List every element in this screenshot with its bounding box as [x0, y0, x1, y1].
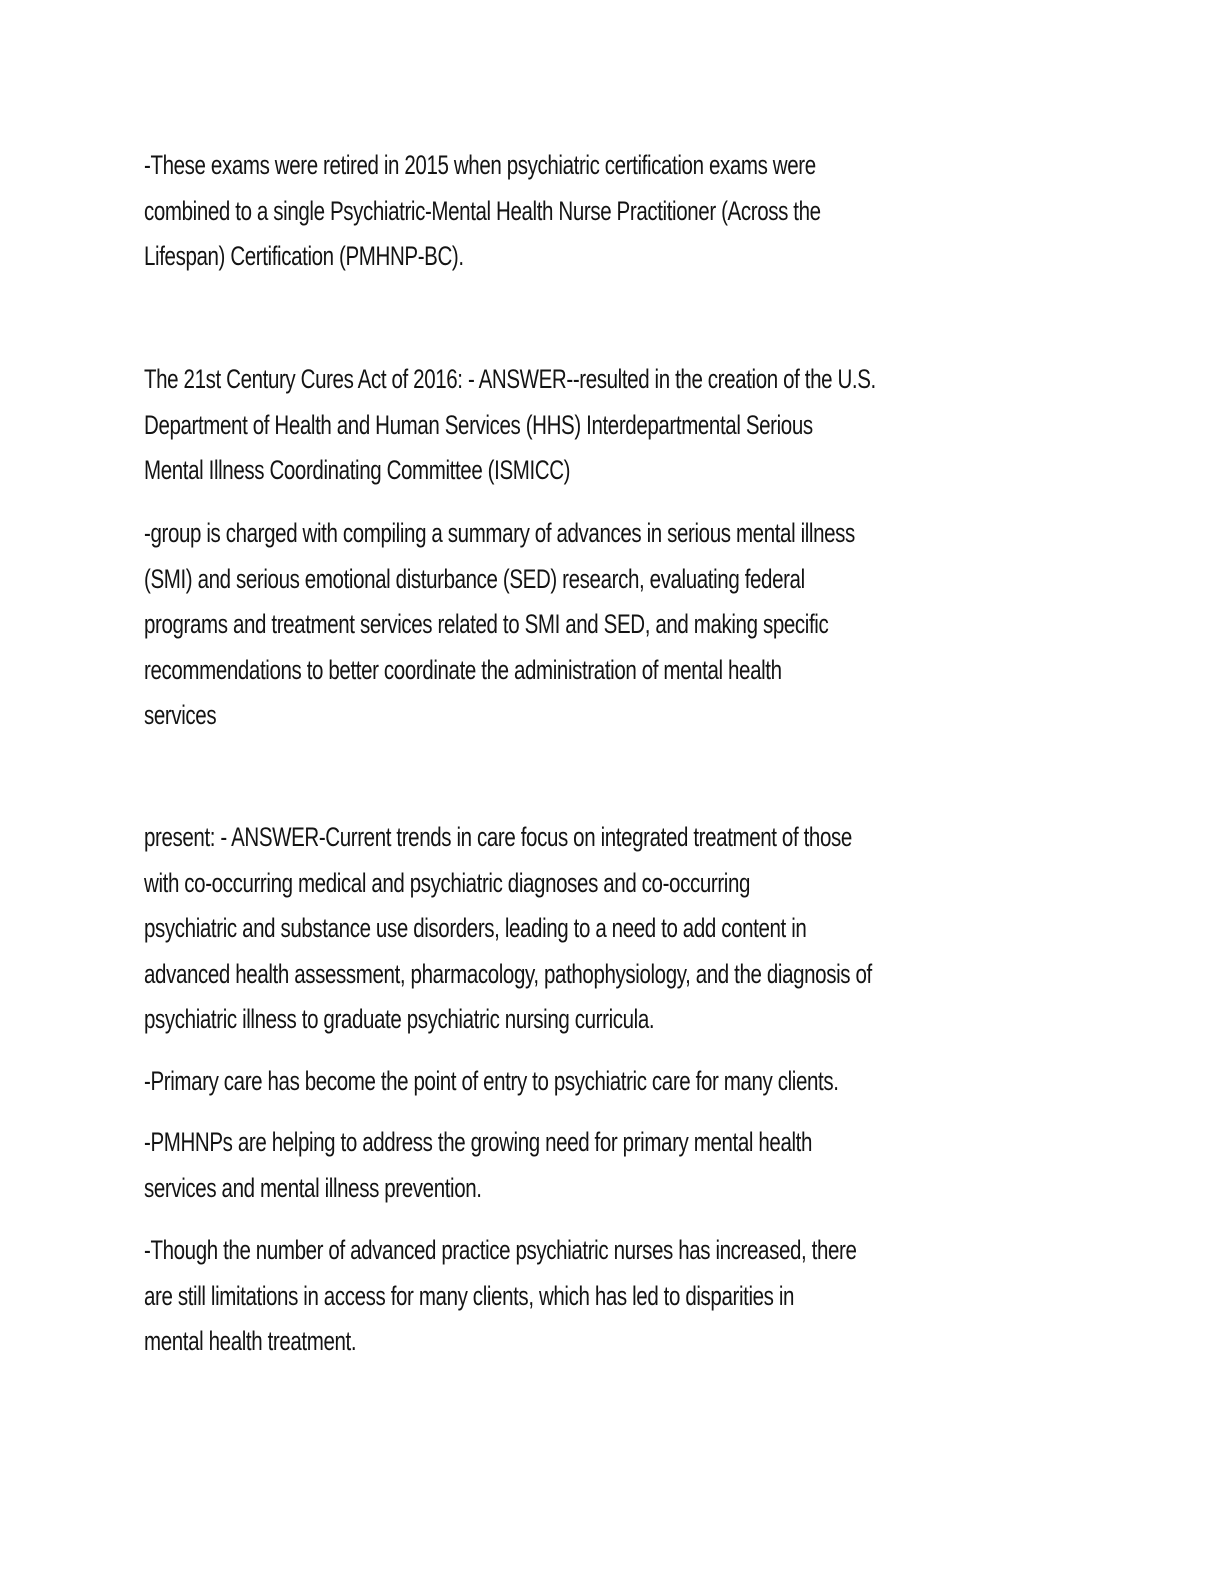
text-line: Lifespan) Certification (PMHNP-BC).: [144, 241, 464, 271]
text-line: are still limitations in access for many clients, which has led to disparities in: [144, 1280, 795, 1311]
text-line: -Primary care has become the point of entry to psychiatric care for many clients.: [144, 1066, 839, 1096]
paragraph-ismicc-charge: [144, 511, 1079, 739]
text-line: services: [144, 700, 217, 730]
text-line: programs and treatment services related to SMI and SED, and making specific: [144, 609, 829, 639]
paragraph-exams-retired: [144, 143, 1079, 280]
text-line: -group is charged with compiling a summary of advances in serious mental illness: [144, 518, 855, 548]
paragraph-primary-care: [144, 1059, 1079, 1105]
text-line: advanced health assessment, pharmacology, pathophysiology, and the diagnosis of: [144, 958, 872, 989]
paragraph-cures-act: [144, 357, 1079, 494]
text-line: -These exams were retired in 2015 when psychiatric certification exams were: [144, 150, 816, 180]
text-line: present: - ANSWER-Current trends in care focus on integrated treatment of those: [144, 822, 852, 852]
text-line: mental health treatment.: [144, 1326, 357, 1356]
text-line: psychiatric and substance use disorders, leading to a need to add content in: [144, 913, 807, 943]
text-line: -Though the number of advanced practice psychiatric nurses has increased, there: [144, 1235, 857, 1265]
text-line: psychiatric illness to graduate psychiatric nursing curricula.: [144, 1004, 655, 1034]
text-line: (SMI) and serious emotional disturbance (SED) research, evaluating federal: [144, 563, 805, 594]
text-line: combined to a single Psychiatric-Mental Health Nurse Practitioner (Across the: [144, 195, 821, 226]
text-line: recommendations to better coordinate the administration of mental health: [144, 654, 782, 685]
paragraph-present-trends: [144, 815, 1079, 1043]
paragraph-pmhnps: [144, 1120, 1079, 1211]
text-line: The 21st Century Cures Act of 2016: - ANSWER--resulted in the creation of the U.S.: [144, 364, 876, 394]
paragraph-access-limitations: [144, 1228, 1079, 1365]
text-line: Department of Health and Human Services (HHS) Interdepartmental Serious: [144, 409, 813, 440]
text-line: -PMHNPs are helping to address the growing need for primary mental health: [144, 1127, 813, 1157]
text-line: with co-occurring medical and psychiatric diagnoses and co-occurring: [144, 867, 751, 898]
text-line: services and mental illness prevention.: [144, 1172, 482, 1203]
text-line: Mental Illness Coordinating Committee (ISMICC): [144, 455, 571, 485]
